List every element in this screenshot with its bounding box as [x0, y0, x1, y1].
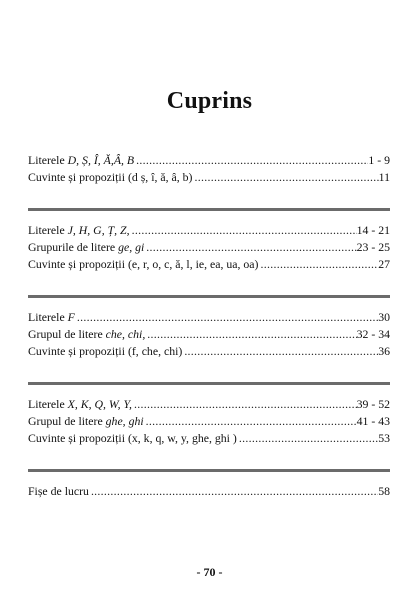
toc-entry	[28, 256, 390, 273]
toc-entry	[28, 239, 390, 256]
toc-section-5	[28, 483, 390, 500]
toc-section-2	[28, 222, 390, 273]
toc-entry	[28, 396, 390, 413]
toc-dot-leader	[182, 343, 378, 360]
page-title: Cuprins	[166, 88, 253, 114]
toc-entry	[28, 326, 390, 343]
toc-dot-leader	[89, 483, 378, 500]
toc-dot-leader	[258, 256, 378, 273]
toc-section-4	[28, 396, 390, 447]
toc-entry	[28, 169, 390, 186]
toc-section-1	[28, 152, 390, 186]
toc-entry-label: Literele F	[28, 310, 75, 324]
toc-entry-pages: 1 - 9	[368, 153, 390, 167]
toc-entry-pages: 27	[378, 257, 390, 271]
toc-entry-label: Cuvinte și propoziții (f, che, chi)	[28, 344, 183, 358]
toc-dot-leader	[237, 430, 378, 447]
toc-dot-leader	[144, 239, 356, 256]
toc-dot-leader	[75, 309, 378, 326]
toc-entry-pages: 32 - 34	[356, 327, 390, 341]
toc-dot-leader	[144, 413, 357, 430]
toc-entry-label: Literele D, Ș, Î, Ă,Â, B	[28, 153, 135, 167]
toc-entry-label: Grupurile de litere ge, gi	[28, 240, 145, 254]
toc-entry	[28, 222, 390, 239]
toc-entry-pages: 36	[378, 344, 390, 358]
toc-entry	[28, 483, 390, 500]
toc-entry-pages: 30	[378, 310, 390, 324]
section-divider	[28, 208, 390, 211]
toc-entry	[28, 413, 390, 430]
toc-entry-pages: 11	[378, 170, 390, 184]
toc-entry-label: Cuvinte și propoziții (x, k, q, w, y, ghe, ghi )	[28, 431, 237, 445]
toc-entry-pages: 41 - 43	[356, 414, 390, 428]
toc-dot-leader	[192, 169, 378, 186]
page-number: - 70 -	[196, 565, 223, 579]
toc-entry-pages: 39 - 52	[356, 397, 390, 411]
toc-entry-label: Cuvinte și propoziții (e, r, o, c, ă, l, ie, ea, ua, oa)	[28, 257, 259, 271]
toc-entry	[28, 309, 390, 326]
table-of-contents	[28, 152, 390, 500]
toc-entry	[28, 343, 390, 360]
toc-entry-pages: 58	[378, 484, 390, 498]
section-divider	[28, 382, 390, 385]
toc-entry	[28, 152, 390, 169]
toc-dot-leader	[145, 326, 356, 343]
toc-entry-label: Cuvinte și propoziții (d ș, î, ă, â, b)	[28, 170, 193, 184]
toc-dot-leader	[130, 222, 357, 239]
toc-entry-label: Grupul de litere ghe, ghi	[28, 414, 144, 428]
toc-entry-pages: 14 - 21	[356, 223, 390, 237]
toc-entry-label: Literele J, H, G, Ț, Z,	[28, 223, 130, 237]
section-divider	[28, 469, 390, 472]
toc-entry-pages: 53	[378, 431, 390, 445]
toc-dot-leader	[134, 152, 368, 169]
toc-section-3	[28, 309, 390, 360]
toc-entry-label: Fișe de lucru	[28, 484, 89, 498]
toc-dot-leader	[132, 396, 357, 413]
toc-entry-pages: 23 - 25	[356, 240, 390, 254]
section-divider	[28, 295, 390, 298]
toc-entry	[28, 430, 390, 447]
toc-entry-label: Literele X, K, Q, W, Y,	[28, 397, 132, 411]
toc-entry-label: Grupul de litere che, chi,	[28, 327, 146, 341]
